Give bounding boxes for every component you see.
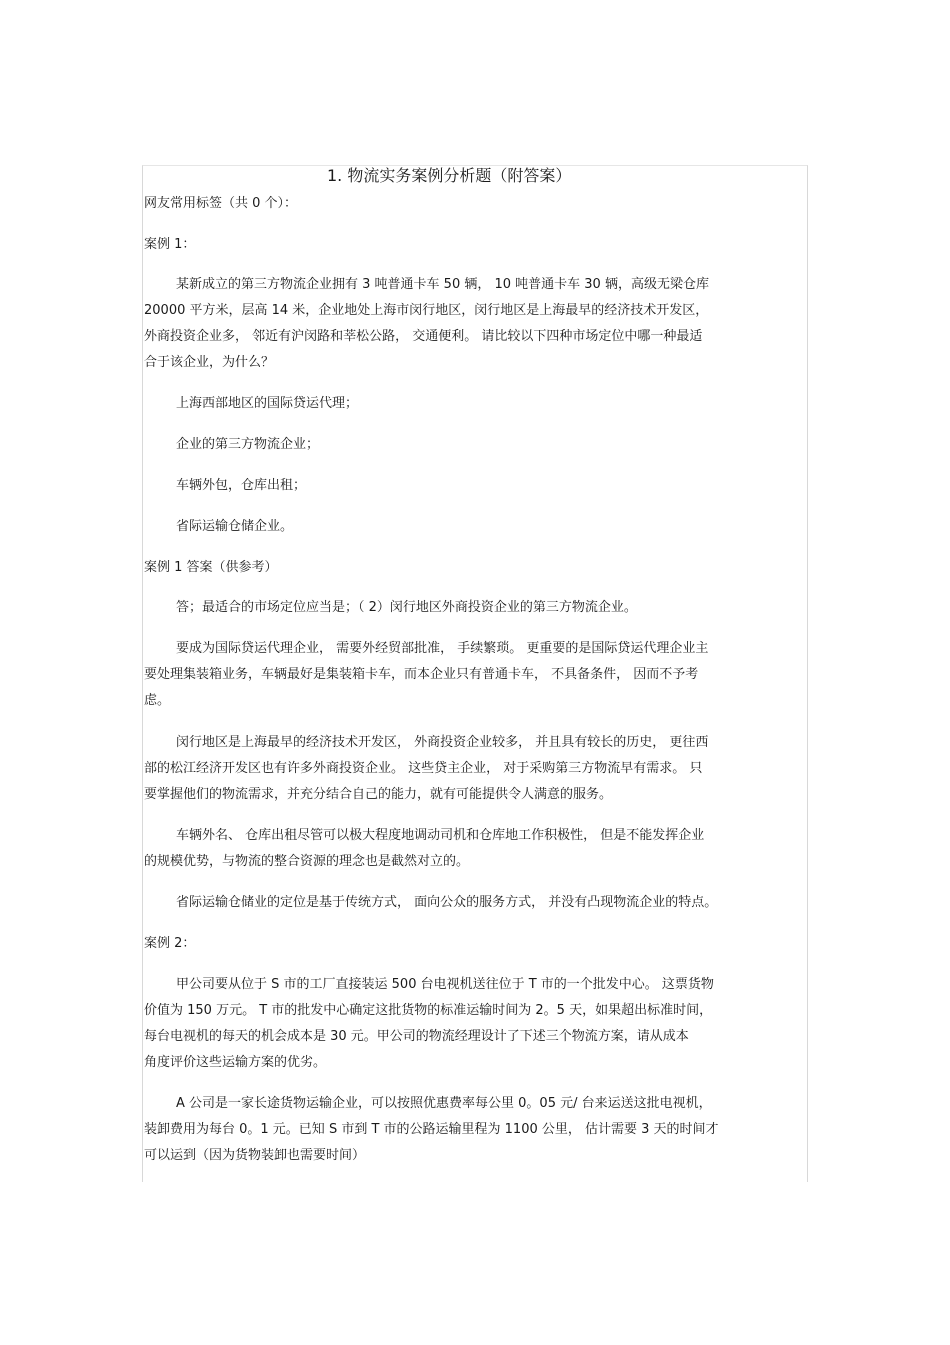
case1-answer-paragraph: 要掌握他们的物流需求，并充分结合自己的能力，就有可能提供令人满意的服务。	[144, 787, 613, 802]
case1-question-line: 外商投资企业多， 邻近有沪闵路和莘松公路， 交通便利。 请比较以下四种市场定位中哪一种最适	[144, 329, 703, 344]
case1-answer-paragraph: 闵行地区是上海最早的经济技术开发区， 外商投资企业较多， 并且具有较长的历史， 更往西	[176, 735, 709, 750]
case1-option: 上海西部地区的国际贷运代理；	[176, 396, 359, 411]
case2-paragraph: 角度评价这些运输方案的优劣。	[144, 1055, 327, 1070]
case1-answer-paragraph: 部的松江经济开发区也有许多外商投资企业。 这些贷主企业， 对于采购第三方物流早有需求。 只	[144, 761, 703, 776]
case2-heading: 案例 2：	[144, 936, 196, 951]
case2-paragraph: 装卸费用为每台 0。1 元。已知 S 市到 T 市的公路运输里程为 1100 公里， 估计需要 3 天的时间才	[144, 1122, 719, 1137]
case2-paragraph: A 公司是一家长途货物运输企业，可以按照优惠费率每公里 0。05 元/ 台来运送这批电视机，	[176, 1096, 712, 1111]
document-title: 1. 物流实务案例分析题（附答案）	[327, 166, 572, 185]
case2-paragraph: 价值为 150 万元。 T 市的批发中心确定这批货物的标准运输时间为 2。5 天，如果超出标准时间，	[144, 1003, 713, 1018]
case1-answer-paragraph: 要处理集装箱业务，车辆最好是集装箱卡车，而本企业只有普通卡车， 不具备条件， 因而不予考	[144, 667, 699, 682]
case1-heading: 案例 1：	[144, 237, 196, 252]
case1-question-line: 某新成立的第三方物流企业拥有 3 吨普通卡车 50 辆， 10 吨普通卡车 30 辆，高级无梁仓库	[176, 277, 709, 292]
case1-answer-paragraph: 省际运输仓储业的定位是基于传统方式， 面向公众的服务方式， 并没有凸现物流企业的特点。	[176, 895, 718, 910]
case1-answer-paragraph: 车辆外名、 仓库出租尽管可以极大程度地调动司机和仓库地工作积极性， 但是不能发挥企业	[176, 828, 705, 843]
case1-option: 省际运输仓储企业。	[176, 519, 294, 534]
case1-question-line: 20000 平方米，层高 14 米，企业地处上海市闵行地区，闵行地区是上海最早的经济技术开发区，	[144, 303, 709, 318]
case1-answer-paragraph: 虑。	[144, 693, 171, 708]
case1-option: 企业的第三方物流企业；	[176, 437, 320, 452]
case1-question-line: 合于该企业，为什么？	[144, 355, 275, 370]
case1-option: 车辆外包，仓库出租；	[176, 478, 307, 493]
case1-answer-paragraph: 的规模优势，与物流的整合资源的理念也是截然对立的。	[144, 854, 470, 869]
case1-answer-heading: 案例 1 答案（供参考）	[144, 560, 278, 575]
case1-answer-paragraph: 要成为国际贷运代理企业， 需要外经贸部批准， 手续繁琐。 更重要的是国际贷运代理企业主	[176, 641, 709, 656]
tags-line: 网友常用标签（共 0 个）：	[144, 196, 298, 211]
case2-paragraph: 甲公司要从位于 S 市的工厂直接装运 500 台电视机送往位于 T 市的一个批发中心。 这票货物	[176, 977, 714, 992]
case1-answer-line: 答；最适合的市场定位应当是；（ 2）闵行地区外商投资企业的第三方物流企业。	[176, 600, 637, 615]
case2-paragraph: 每台电视机的每天的机会成本是 30 元。甲公司的物流经理设计了下述三个物流方案，请从成本	[144, 1029, 689, 1044]
case2-paragraph: 可以运到（因为货物装卸也需要时间）	[144, 1148, 366, 1163]
